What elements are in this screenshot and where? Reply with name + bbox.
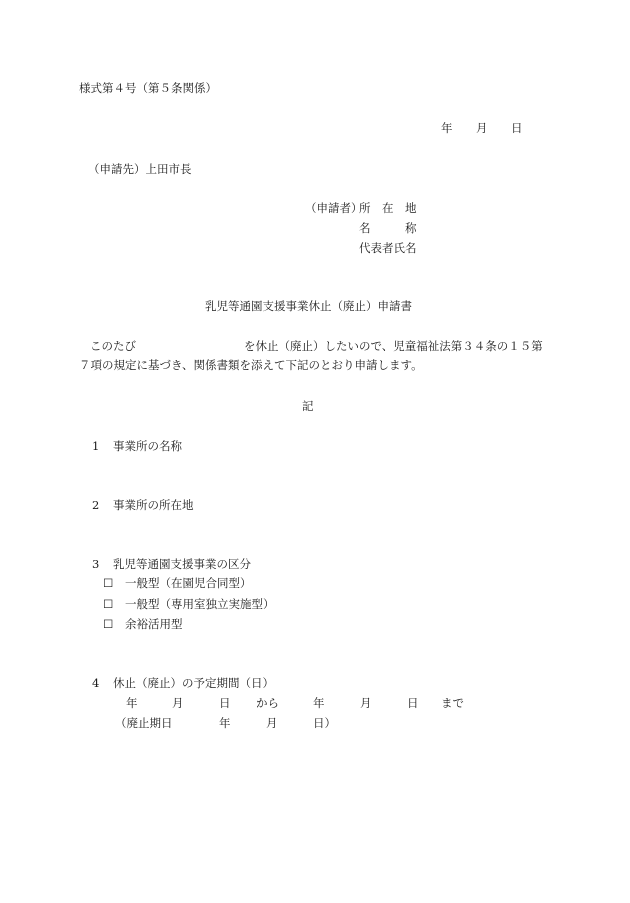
- checkbox-label: 一般型（在園児合同型）: [125, 576, 252, 590]
- document-title: 乳児等通園支援事業休止（廃止）申請書: [205, 299, 412, 313]
- date-year: 年: [441, 121, 453, 135]
- item-label: 事業所の所在地: [113, 498, 194, 512]
- item-label: 乳児等通園支援事業の区分: [113, 557, 251, 571]
- period-month: 月: [172, 696, 184, 710]
- body-line1-prefix: このたび: [90, 339, 136, 353]
- date-month: 月: [476, 121, 488, 135]
- abolition-month: 月: [266, 716, 278, 730]
- form-number: 様式第４号（第５条関係）: [79, 81, 217, 95]
- period-day2: 日: [407, 696, 419, 710]
- applicant-representative-label: 代表者氏名: [359, 241, 417, 255]
- period-month2: 月: [360, 696, 372, 710]
- period-until: まで: [441, 696, 464, 710]
- applicant-label: （申請者）: [305, 201, 363, 215]
- applicant-name-label: 名 称: [359, 221, 417, 235]
- checkbox-label: 一般型（専用室独立実施型）: [125, 597, 275, 611]
- applicant-address-label: 所 在 地: [359, 201, 417, 215]
- item-number: 2: [92, 498, 100, 512]
- checkbox-label: 余裕活用型: [125, 617, 183, 631]
- date-day: 日: [511, 121, 523, 135]
- abolition-year: 年: [219, 716, 231, 730]
- abolition-day: 日）: [313, 716, 336, 730]
- body-line1-suffix: を休止（廃止）したいので、児童福祉法第３４条の１５第: [244, 339, 543, 353]
- item-number: 3: [92, 557, 100, 571]
- item-label: 休止（廃止）の予定期間（日）: [113, 676, 274, 690]
- period-from: から: [256, 696, 279, 710]
- period-year: 年: [126, 696, 138, 710]
- ki-heading: 記: [302, 399, 314, 413]
- period-day: 日: [219, 696, 231, 710]
- checkbox-icon[interactable]: ☐: [103, 597, 114, 611]
- recipient: （申請先）上田市長: [88, 162, 192, 176]
- checkbox-icon[interactable]: ☐: [103, 576, 114, 590]
- item-number: 4: [92, 676, 100, 690]
- checkbox-icon[interactable]: ☐: [103, 617, 114, 631]
- item-label: 事業所の名称: [113, 439, 182, 453]
- abolition-label: （廃止期日: [115, 716, 173, 730]
- body-line2: ７項の規定に基づき、関係書類を添えて下記のとおり申請します。: [79, 358, 423, 372]
- period-year2: 年: [313, 696, 325, 710]
- item-number: 1: [92, 439, 100, 453]
